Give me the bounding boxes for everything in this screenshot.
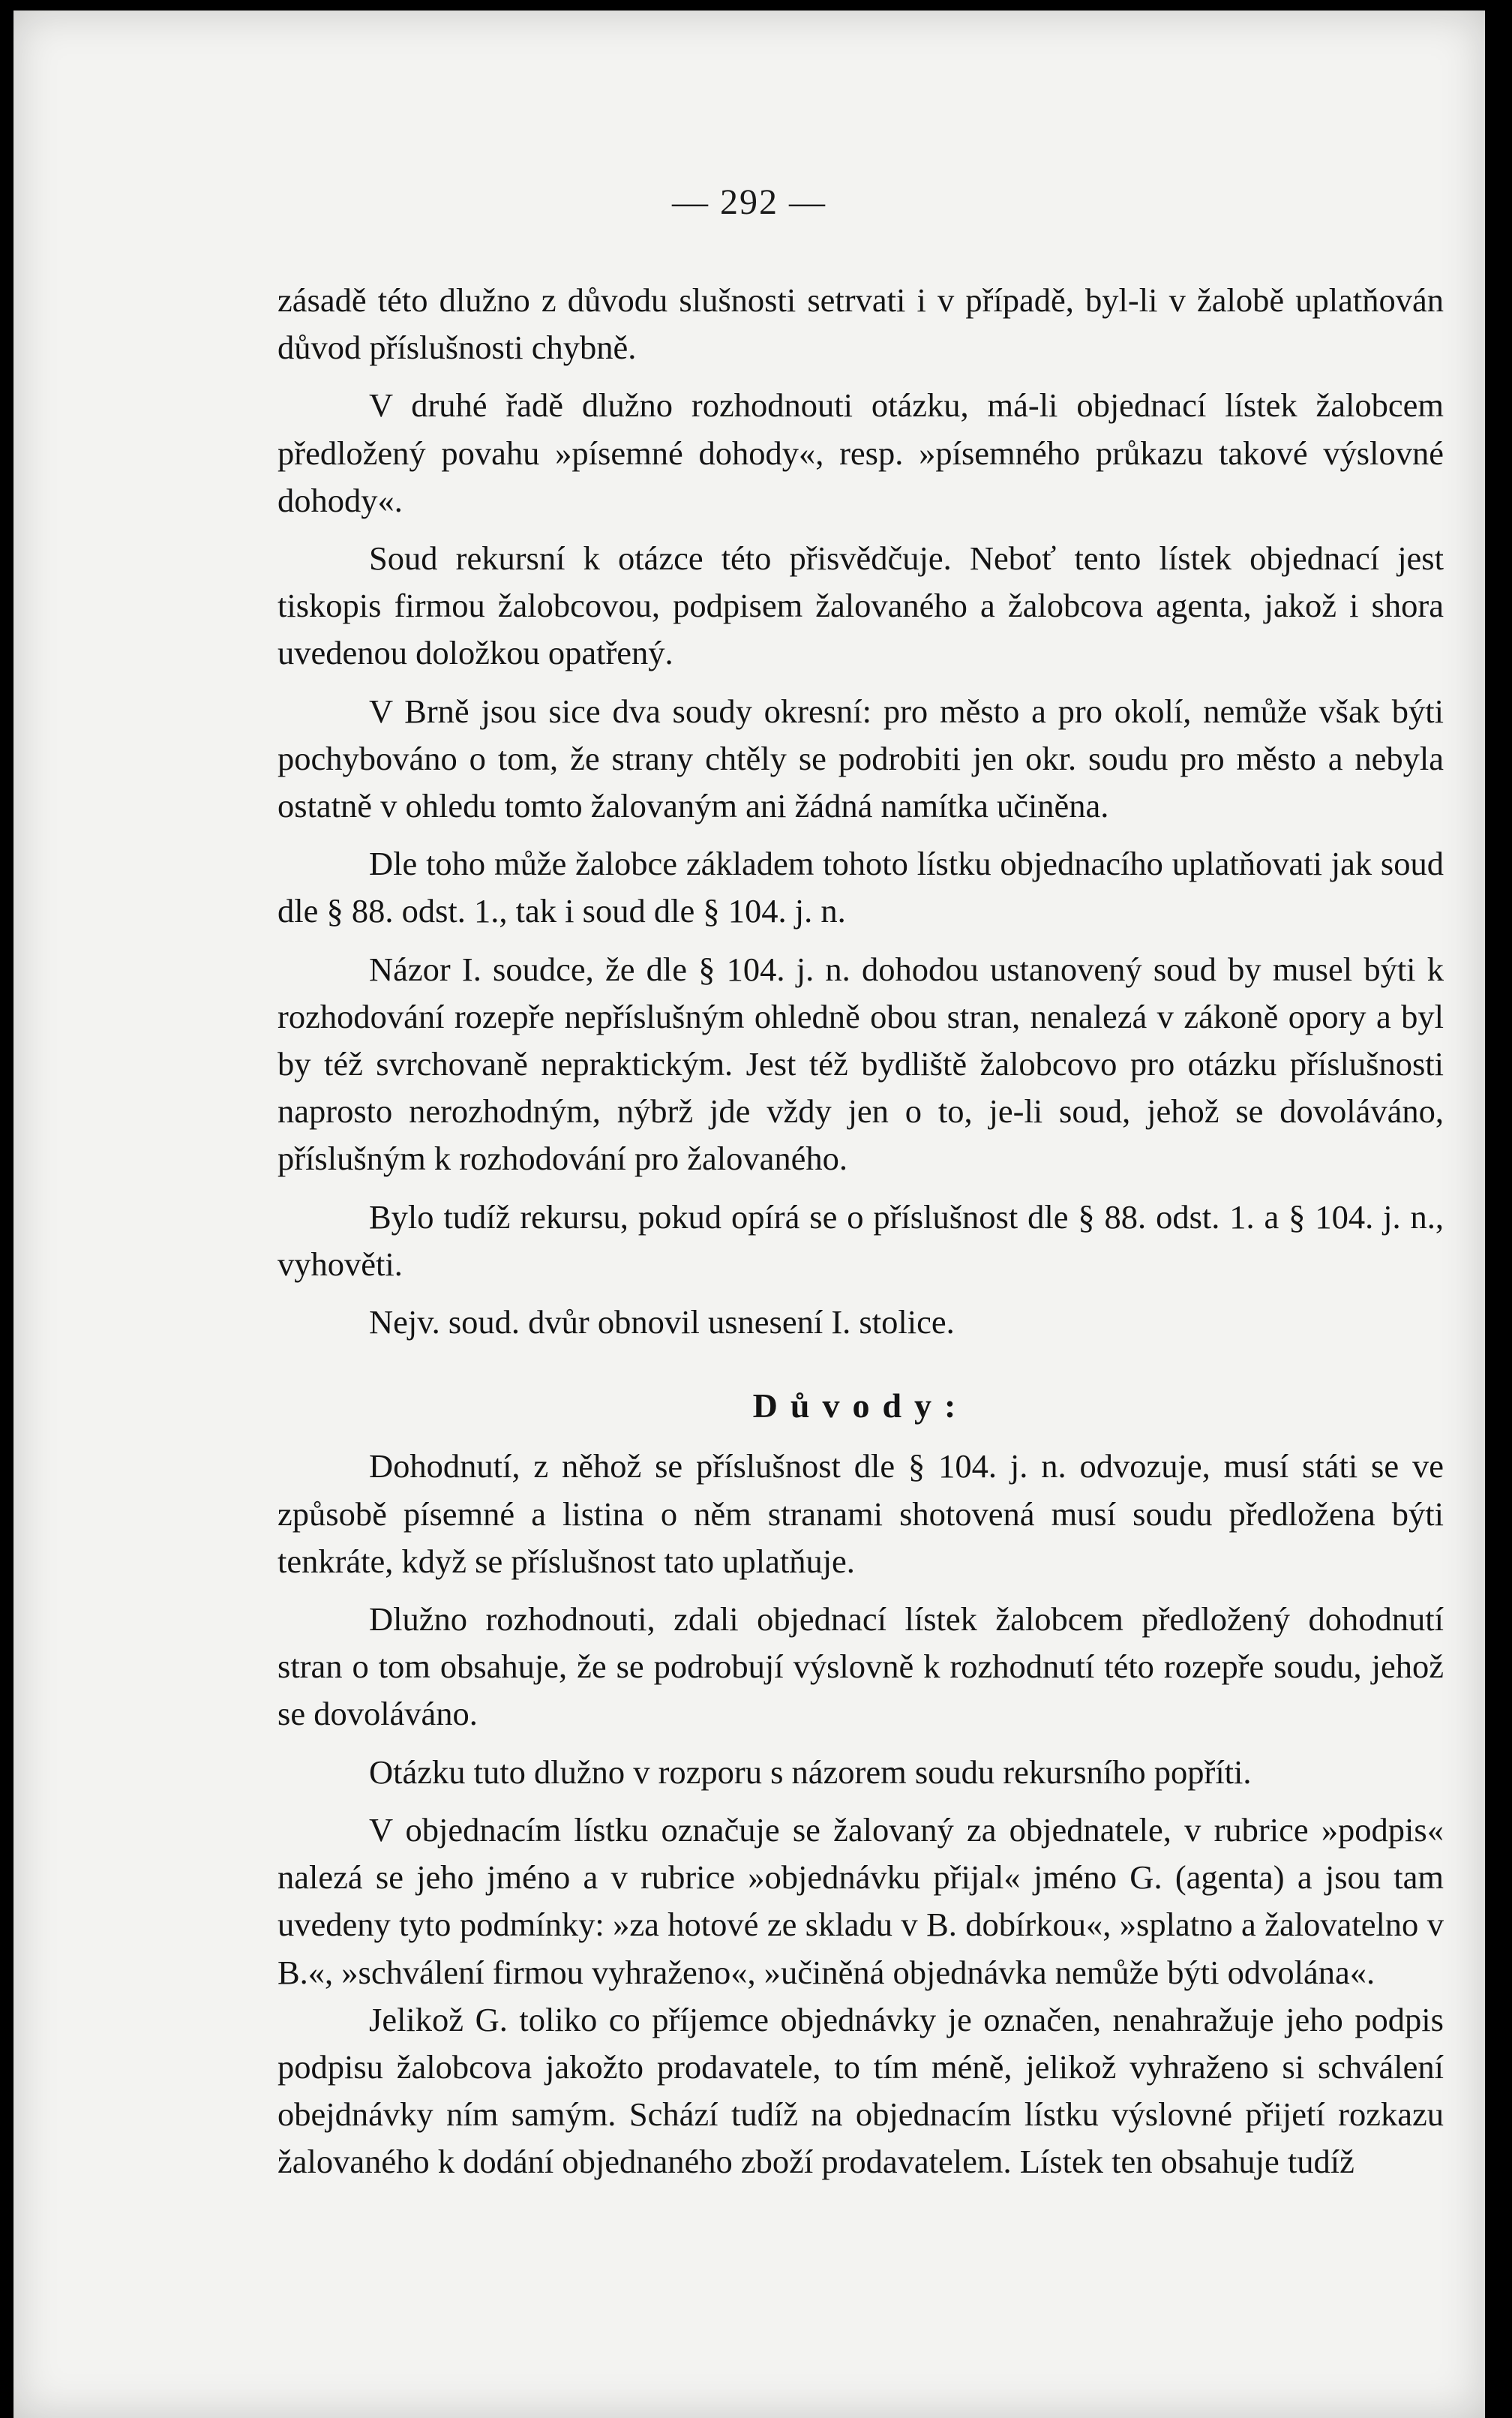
- paragraph: V objednacím lístku označuje se žalovaný za objednatele, v rubrice »podpis« nalezá se jeho jméno a v rubrice »objednávku přijal« jméno G. (agenta) a jsou tam uvedeny tyto podmínky: »za hotové ze skladu v B. dobírkou«, »splatno a žalovatelno v B.«, »schválení firmou vyhraženo«, »učiněná objednávka nemůže býti odvolána«.: [278, 1810, 1444, 1991]
- page-number: — 292 —: [672, 182, 826, 222]
- paragraph: Bylo tudíž rekursu, pokud opírá se o příslušnost dle § 88. odst. 1. a § 104. j. n., vyhověti.: [278, 1197, 1444, 1283]
- paragraph: Soud rekursní k otázce této přisvědčuje. Neboť tento lístek objednací jest tiskopis firmou žalobcovou, podpisem žalovaného a žalobcova agenta, jakož i shora uvedenou doložkou opatřený.: [278, 539, 1444, 672]
- paragraph: Názor I. soudce, že dle § 104. j. n. dohodou ustanovený soud by musel býti k rozhodování rozepře nepříslušným ohledně obou stran, nenalezá v zákoně opory a byl by též svrchovaně nepraktickým. Jest též bydliště žalobcovo pro otázku příslušnosti naprosto nerozhodným, nýbrž jde vždy jen o to, je-li soud, jehož se dovoláváno, příslušným k rozhodování pro žalovaného.: [278, 950, 1444, 1178]
- paragraph: Jelikož G. toliko co příjemce objednávky je označen, nenahražuje jeho podpis podpisu žalobcova jakožto prodavatele, to tím méně, jelikož vyhraženo si schválení obejdnávky ním samým. Schází tudíž na objednacím lístku výslovné přijetí rozkazu žalovaného k dodání objednaného zboží prodavatelem. Lístek ten obsahuje tudíž: [278, 2000, 1444, 2181]
- section-heading: Důvody:: [752, 1386, 969, 1425]
- paragraph: Dle toho může žalobce základem tohoto lístku objednacího uplatňovati jak soud dle § 88. odst. 1., tak i soud dle § 104. j. n.: [278, 845, 1444, 930]
- book-page: [14, 11, 1485, 2418]
- paragraph: Dohodnutí, z něhož se příslušnost dle § 104. j. n. odvozuje, musí státi se ve způsobě písemné a listina o něm stranami shotovená musí soudu předložena býti tenkráte, když se příslušnost tato uplatňuje.: [278, 1447, 1444, 1580]
- body-text: [278, 277, 1444, 2186]
- paragraph: Otázku tuto dlužno v rozporu s názorem soudu rekursního popříti.: [369, 1753, 1252, 1791]
- paragraph: Nejv. soud. dvůr obnovil usnesení I. stolice.: [369, 1303, 955, 1341]
- paragraph: V druhé řadě dlužno rozhodnouti otázku, má-li objednací lístek žalobcem předložený povahu »písemné dohody«, resp. »písemného průkazu takové výslovné dohody«.: [278, 386, 1444, 519]
- paragraph: zásadě této dlužno z důvodu slušnosti setrvati i v případě, byl-li v žalobě uplatňován důvod příslušnosti chybně.: [278, 281, 1444, 367]
- paragraph: V Brně jsou sice dva soudy okresní: pro město a pro okolí, nemůže však býti pochybováno o tom, že strany chtěly se podrobiti jen okr. soudu pro město a nebyla ostatně v ohledu tomto žalovaným ani žádná namítka učiněna.: [278, 692, 1444, 825]
- paragraph: Dlužno rozhodnouti, zdali objednací lístek žalobcem předložený dohodnutí stran o tom obsahuje, že se podrobují výslovně k rozhodnutí této rozepře soudu, jehož se dovoláváno.: [278, 1600, 1444, 1733]
